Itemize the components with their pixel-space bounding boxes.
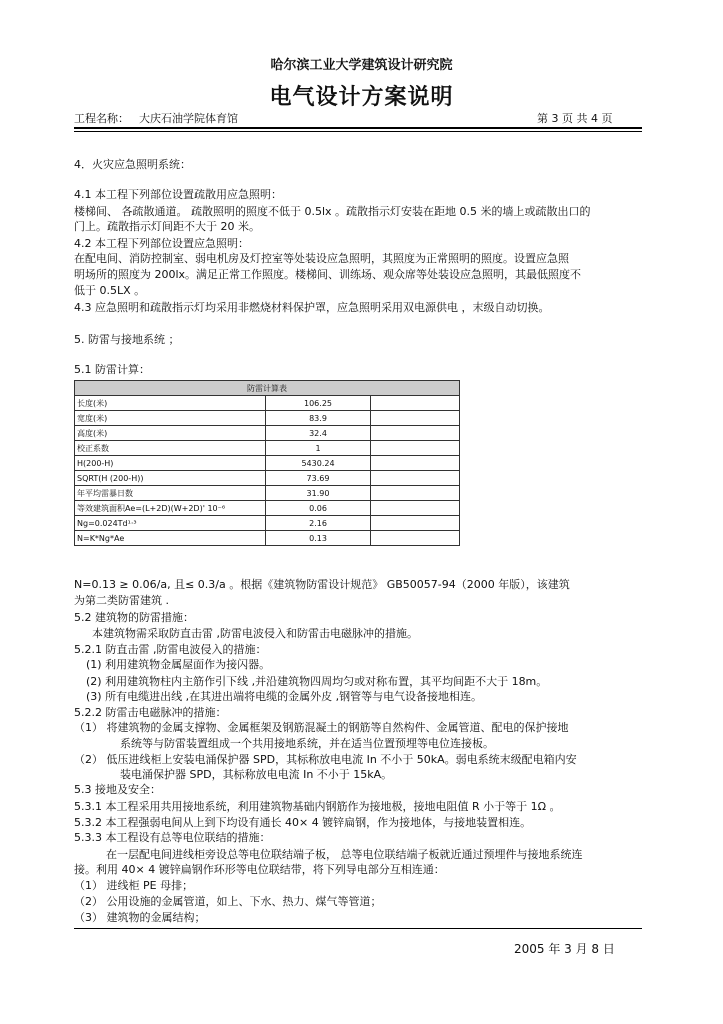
paragraph: 5.1 防雷计算： [74,363,150,376]
paragraph: 4.1 本工程下列部位设置疏散用应急照明： [74,188,282,201]
table-title: 防雷计算表 [75,381,460,396]
document-title: 电气设计方案说明 [269,85,454,110]
row-label: 高度(米) [75,426,266,441]
row-empty [371,411,460,426]
table-row [75,411,460,426]
paragraph: N=0.13 ≥ 0.06/a, 且≤ 0.3/a 。根据《建筑物防雷设计规范》 GB50057-94（2000 年版），该建筑 [74,578,570,591]
row-label: 长度(米) [75,396,266,411]
row-label: Ng=0.024Td¹·³ [75,516,266,531]
paragraph: 5.2.2 防雷击电磁脉冲的措施： [74,706,227,719]
paragraph: 在一层配电间进线柜旁设总等电位联结端子板， 总等电位联结端子板就近通过预埋件与接地系统连 [106,848,583,861]
row-empty [371,516,460,531]
lightning-calc-table [74,380,460,546]
row-empty [371,531,460,546]
row-label: N=K*Ng*Ae [75,531,266,546]
list-item: （1） 进线柜 PE 母排； [74,879,194,892]
paragraph: 接。利用 40× 4 镀锌扁钢作环形等电位联结带，将下列导电部分互相连通： [74,863,445,876]
paragraph: 本建筑物需采取防直击雷 ,防雷电波侵入和防雷击电磁脉冲的措施。 [92,627,418,640]
row-empty [371,441,460,456]
paragraph: 系统等与防雷装置组成一个共用接地系统，并在适当位置预埋等电位连接板。 [120,737,494,750]
paragraph: 4.3 应急照明和疏散指示灯均采用非燃烧材料保护罩，应急照明采用双电源供电 ，末级自动切换。 [74,301,550,314]
header-divider-thin [74,131,642,132]
table-header-row [75,381,460,396]
row-label: 宽度(米) [75,411,266,426]
paragraph: 5.3 接地及安全： [74,783,161,796]
row-value: 106.25 [266,396,371,411]
row-empty [371,396,460,411]
row-value: 0.13 [266,531,371,546]
list-item: （2） 公用设施的金属管道，如上、下水、热力、煤气等管道； [74,895,382,908]
row-label: H(200-H) [75,456,266,471]
section-5-heading: 5. 防雷与接地系统 ； [74,333,180,346]
list-item: （2） 低压进线柜上安装电涌保护器 SPD，其标称放电电流 In 不小于 50kA。弱电系统末级配电箱内安 [74,753,577,766]
table-row [75,516,460,531]
row-value: 1 [266,441,371,456]
paragraph: 低于 0.5LX 。 [74,284,146,297]
list-item: (1) 利用建筑物金属屋面作为接闪器。 [86,658,271,671]
list-item: （1） 将建筑物的金属支撑物、金属框架及钢筋混凝土的钢筋等自然构件、金属管道、配电的保护接地 [74,721,569,734]
row-value: 31.90 [266,486,371,501]
page-info: 第 3 页 共 4 页 [537,112,613,125]
row-empty [371,486,460,501]
list-item: (3) 所有电缆进出线 ,在其进出端将电缆的金属外皮 ,钢管等与电气设备接地相连。 [86,690,483,703]
section-4-heading: 4．火灾应急照明系统： [74,158,191,171]
table-row [75,486,460,501]
table-row [75,396,460,411]
table-row [75,501,460,516]
paragraph: 5.3.2 本工程强弱电间从上到下均设有通长 40× 4 镀锌扁钢，作为接地体，与接地装置相连。 [74,816,532,829]
institute-name: 哈尔滨工业大学建筑设计研究院 [270,58,453,73]
project-name: 大庆石油学院体育馆 [139,112,238,125]
row-empty [371,426,460,441]
row-value: 32.4 [266,426,371,441]
row-value: 5430.24 [266,456,371,471]
row-value: 2.16 [266,516,371,531]
paragraph: 4.2 本工程下列部位设置应急照明： [74,237,249,250]
row-value: 73.69 [266,471,371,486]
table-row [75,471,460,486]
paragraph: 5.3.1 本工程采用共用接地系统，利用建筑物基础内钢筋作为接地极，接地电阻值 R 小于等于 1Ω 。 [74,800,561,813]
paragraph: 装电涌保护器 SPD，其标称放电电流 In 不小于 15kA。 [120,768,393,781]
paragraph: 明场所的照度为 200lx。满足正常工作照度。楼梯间、训练场、观众席等处装设应急照明，其最低照度不 [74,268,582,281]
list-item: (2) 利用建筑物柱内主筋作引下线 ,并沿建筑物四周均匀或对称布置，其平均间距不大于 18m。 [86,675,548,688]
row-empty [371,456,460,471]
table-row [75,426,460,441]
document-date: 2005 年 3 月 8 日 [514,942,615,956]
row-empty [371,501,460,516]
paragraph: 楼梯间、 各疏散通道。 疏散照明的照度不低于 0.5lx 。疏散指示灯安装在距地 0.5 米的墙上或疏散出口的 [74,205,591,218]
row-label: 年平均雷暴日数 [75,486,266,501]
table-row [75,531,460,546]
row-value: 83.9 [266,411,371,426]
row-value: 0.06 [266,501,371,516]
footer-divider [74,928,642,929]
paragraph: 门上。疏散指示灯间距不大于 20 米。 [74,220,260,233]
row-label: SQRT(H (200-H)) [75,471,266,486]
row-label: 校正系数 [75,441,266,456]
paragraph: 为第二类防雷建筑 . [74,594,169,607]
paragraph: 5.3.3 本工程设有总等电位联结的措施： [74,831,271,844]
row-label: 等效建筑面积Ae=(L+2D)(W+2D)' 10⁻⁶ [75,501,266,516]
row-empty [371,471,460,486]
paragraph: 5.2.1 防直击雷 ,防雷电波侵入的措施： [74,643,267,656]
project-label: 工程名称： [74,112,129,125]
paragraph: 5.2 建筑物的防雷措施： [74,611,194,624]
table-row [75,456,460,471]
header-divider [74,127,642,129]
list-item: （3） 建筑物的金属结构； [74,911,206,924]
paragraph: 在配电间、消防控制室、弱电机房及灯控室等处装设应急照明，其照度为正常照明的照度。设置应急照 [74,252,569,265]
table-row [75,441,460,456]
